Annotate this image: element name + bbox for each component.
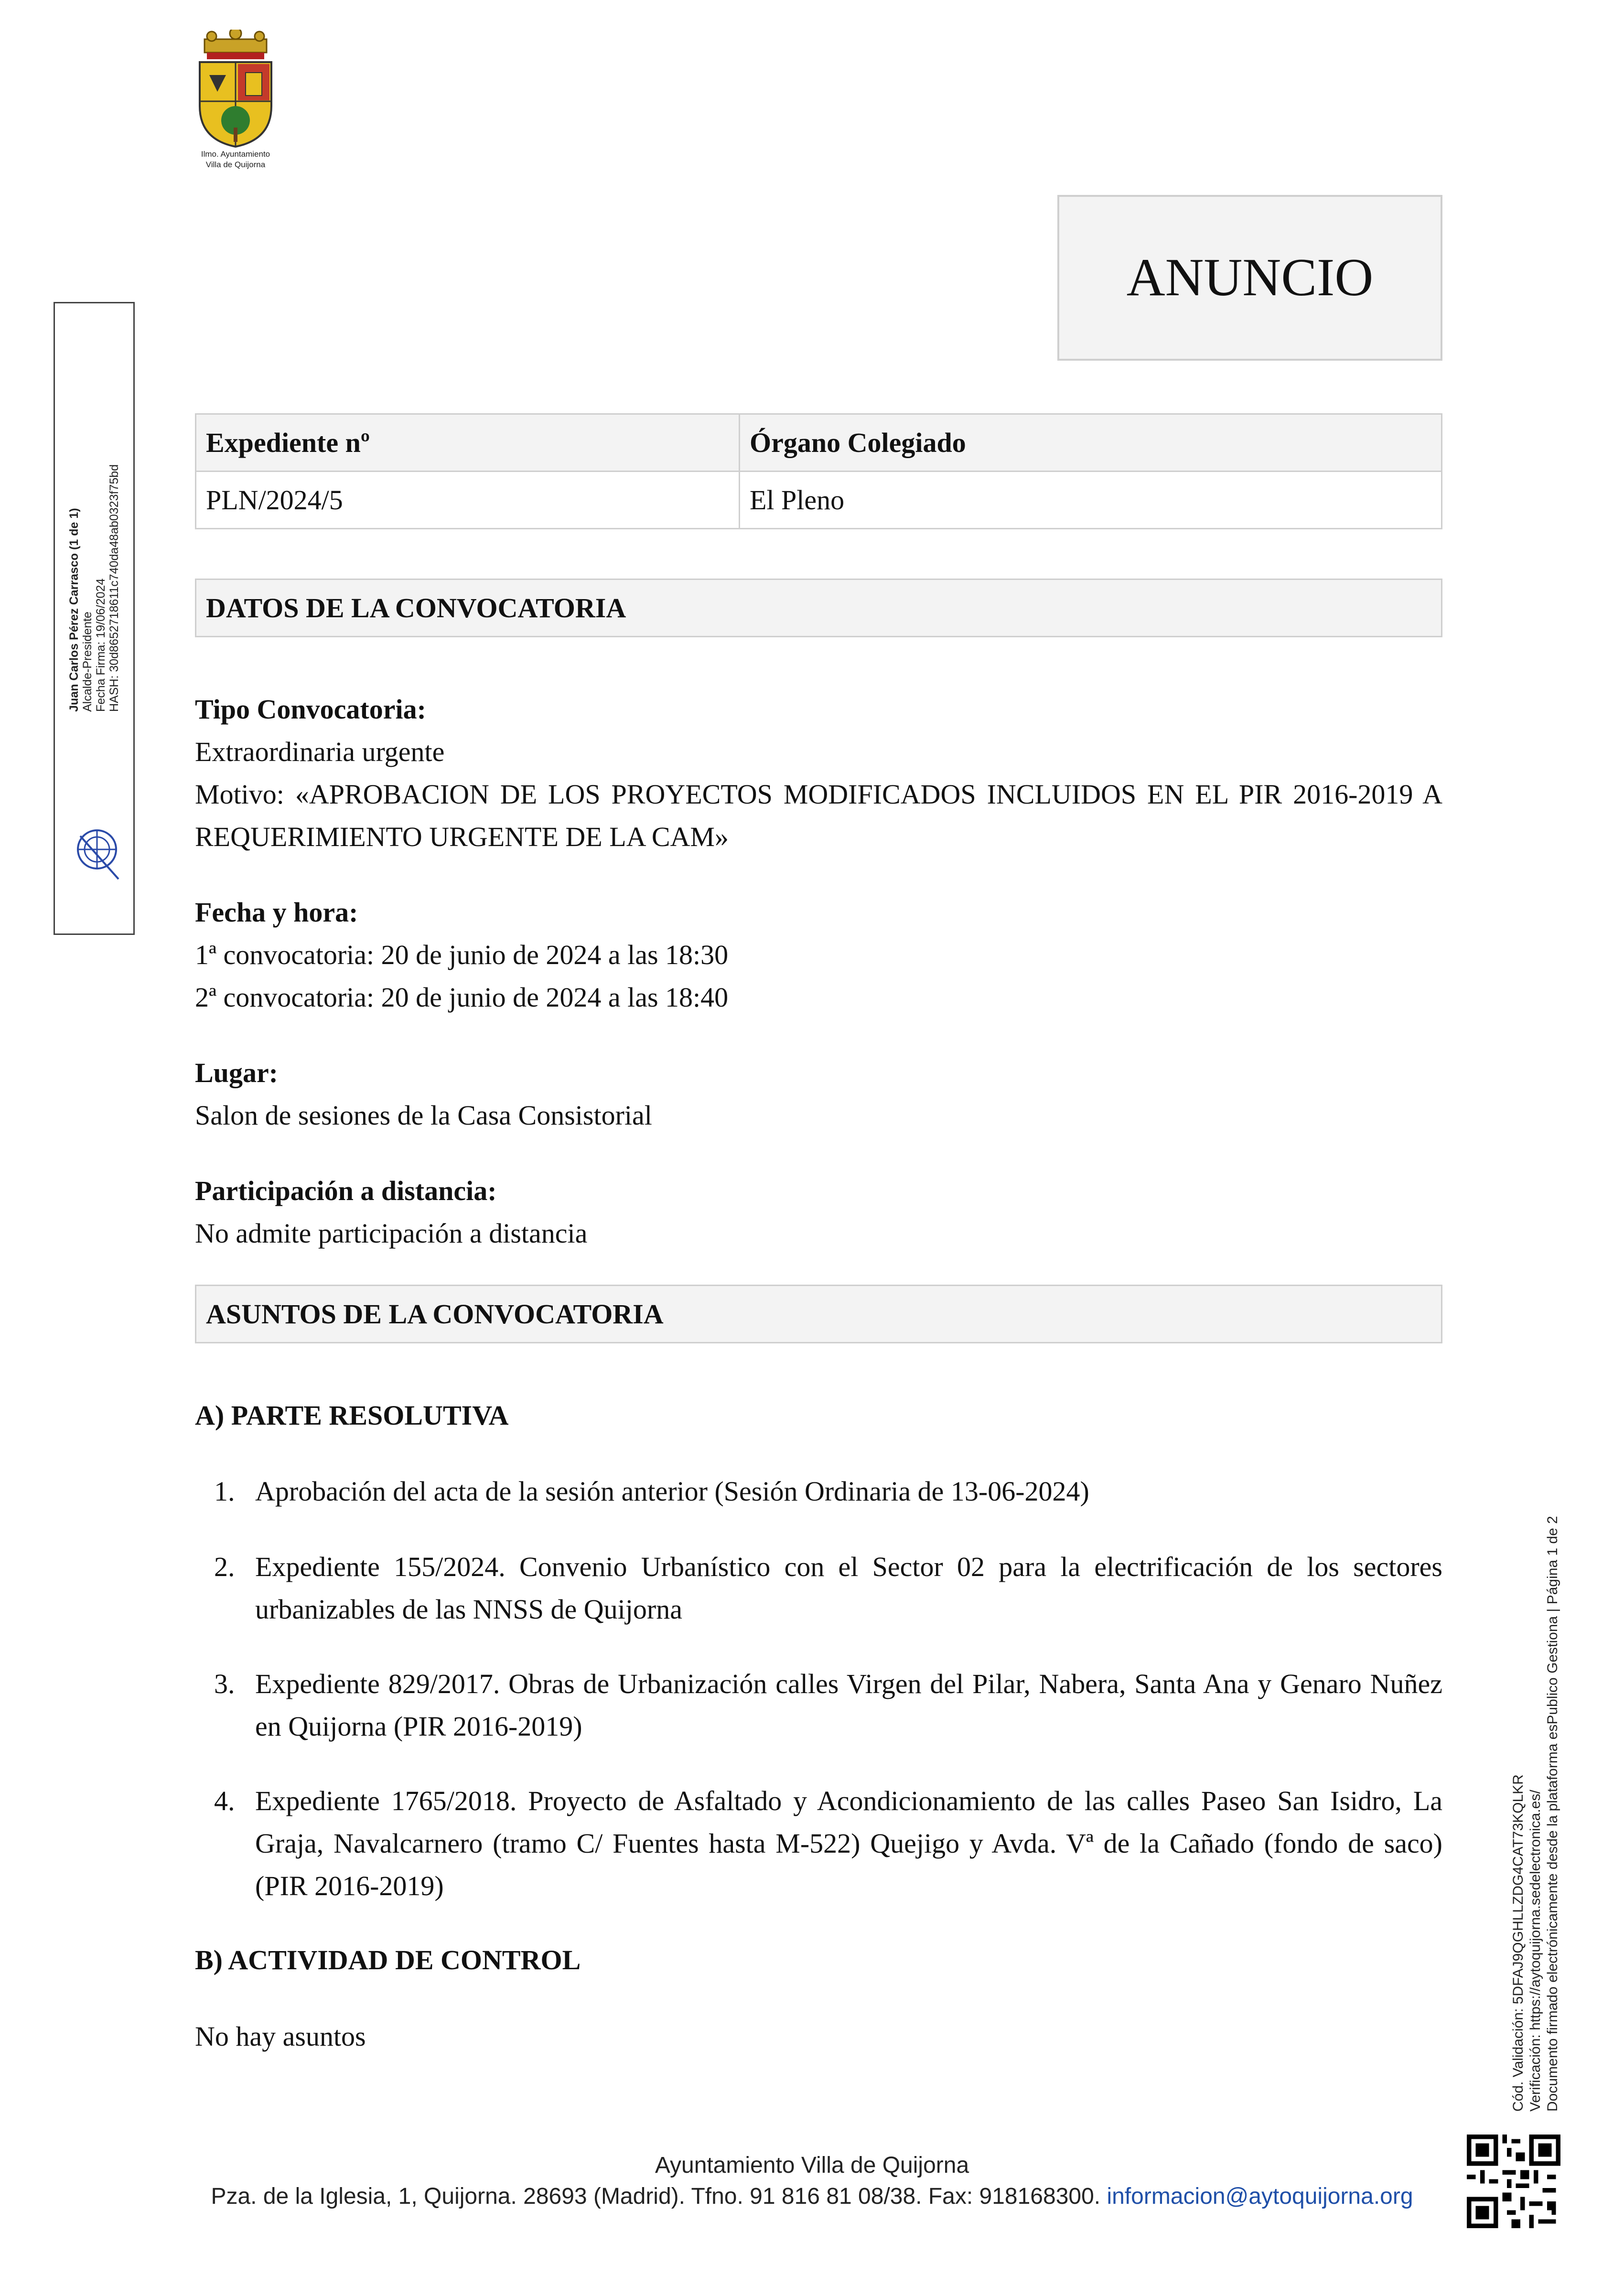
validation-url: Verificación: https://aytoquijorna.sedelectronica.es/: [1527, 1790, 1543, 2112]
parte-resolutiva-heading: A) PARTE RESOLUTIVA: [195, 1400, 509, 1431]
signature-text: [67, 444, 125, 712]
footer-address: Pza. de la Iglesia, 1, Quijorna. 28693 (Madrid). Tfno. 91 816 81 08/38. Fax: 918168300.: [211, 2184, 1101, 2209]
list-item-number: 2.: [214, 1551, 235, 1582]
validation-code: Cód. Validación: 5DFAJ9QGHLLZDG4CAT73KQLKR: [1510, 1774, 1526, 2112]
primera-convocatoria: 1ª convocatoria: 20 de junio de 2024 a las 18:30: [195, 939, 729, 970]
municipal-coat-of-arms-logo: [190, 30, 281, 169]
tipo-label: Tipo Convocatoria:: [195, 694, 426, 725]
fecha-label: Fecha y hora:: [195, 897, 358, 928]
asuntos-convocatoria-heading: ASUNTOS DE LA CONVOCATORIA: [195, 1285, 1442, 1343]
participacion-label: Participación a distancia:: [195, 1175, 497, 1206]
logo-caption-line2: Villa de Quijorna: [205, 160, 266, 169]
title-box: [1057, 195, 1442, 361]
page-title: ANUNCIO: [1126, 248, 1374, 307]
segunda-convocatoria: 2ª convocatoria: 20 de junio de 2024 a las 18:40: [195, 982, 729, 1013]
signature-stamp-icon: [61, 812, 133, 889]
list-item-number: 1.: [214, 1476, 235, 1507]
signer-role: Alcalde-Presidente: [81, 612, 94, 712]
list-item-text: Expediente 155/2024. Convenio Urbanístico con el Sector 02 para la electrificación de los sectores urbanizables de las NNSS de Quijorna: [255, 1551, 1442, 1625]
list-item-number: 3.: [214, 1668, 235, 1699]
lugar-value: Salon de sesiones de la Casa Consistorial: [195, 1100, 652, 1131]
motivo-text: Motivo: «APROBACION DE LOS PROYECTOS MODIFICADOS INCLUIDOS EN EL PIR 2016-2019 A REQUERIMIENTO URGENTE DE LA CAM»: [195, 779, 1442, 852]
signer-name: Juan Carlos Pérez Carrasco (1 de 1): [67, 508, 81, 712]
expediente-value-cell: PLN/2024/5: [195, 471, 740, 529]
tipo-convocatoria-section: [195, 688, 1442, 858]
coat-of-arms-icon: [190, 30, 281, 149]
validation-platform: Documento firmado electrónicamente desde la plataforma esPublico Gestiona | Página 1 de 2: [1545, 1516, 1560, 2112]
list-item-text: Aprobación del acta de la sesión anterior (Sesión Ordinaria de 13-06-2024): [255, 1476, 1089, 1507]
footer-contact: [0, 2183, 1624, 2210]
footer-email-link[interactable]: informacion@aytoquijorna.org: [1107, 2184, 1413, 2209]
list-item: [214, 1470, 1442, 1513]
logo-caption-line1: Ilmo. Ayuntamiento: [201, 150, 270, 159]
list-item-number: 4.: [214, 1785, 235, 1816]
list-item-text: Expediente 1765/2018. Proyecto de Asfaltado y Acondicionamiento de las calles Paseo San Isidro, La Graja, Navalcarnero (tramo C/ Fuentes hasta M-522) Quejigo y Avda. Vª de la Cañado (fondo de saco) (PIR 2016-2019): [255, 1785, 1442, 1901]
actividad-control-value: No hay asuntos: [195, 2021, 366, 2052]
tipo-value: Extraordinaria urgente: [195, 736, 445, 767]
datos-convocatoria-heading: DATOS DE LA CONVOCATORIA: [195, 579, 1442, 637]
fecha-hora-section: [195, 891, 1442, 1019]
organo-header-cell: Órgano Colegiado: [739, 413, 1442, 472]
signature-date: Fecha Firma: 19/06/2024: [94, 578, 108, 712]
validation-text: [1510, 1443, 1567, 2112]
qr-code-icon: [1467, 2135, 1560, 2228]
list-item: [214, 1663, 1442, 1748]
list-item: [214, 1780, 1442, 1907]
expediente-header-cell: Expediente nº: [195, 413, 740, 472]
list-item: [214, 1545, 1442, 1631]
participacion-section: [195, 1169, 1442, 1255]
organo-value-cell: El Pleno: [739, 471, 1442, 529]
logo-caption: [181, 149, 290, 170]
footer-organization: Ayuntamiento Villa de Quijorna: [655, 2153, 969, 2178]
lugar-label: Lugar:: [195, 1057, 278, 1088]
list-item-text: Expediente 829/2017. Obras de Urbanización calles Virgen del Pilar, Nabera, Santa Ana y Genaro Nuñez en Quijorna (PIR 2016-2019): [255, 1668, 1442, 1742]
lugar-section: [195, 1051, 1442, 1137]
participacion-value: No admite participación a distancia: [195, 1218, 588, 1249]
actividad-control-heading: B) ACTIVIDAD DE CONTROL: [195, 1944, 581, 1975]
signature-hash: HASH: 30d8652718611c740da48ab0323f75bd: [108, 464, 121, 712]
